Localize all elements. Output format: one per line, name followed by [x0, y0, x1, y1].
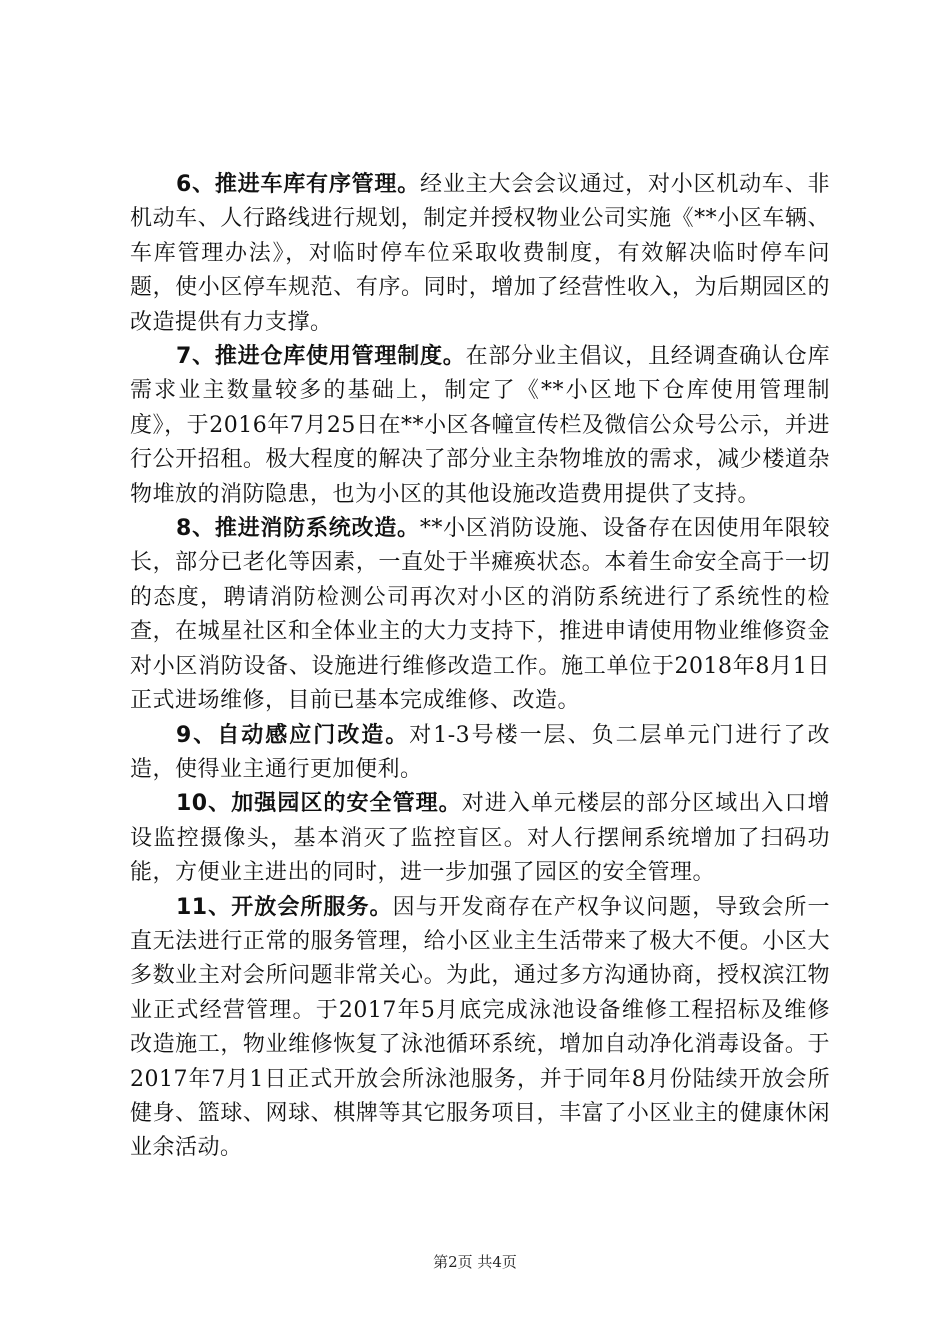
- paragraph-text: 在部分业主倡议，且经调查确认仓库需求业主数量较多的基础上，制定了《**小区地下仓库使用管理制度》，于2016年7月25日在**小区各幢宣传栏及微信公众号公示，并进行公开招租。极大程度的解决了部分业主杂物堆放的需求，减少楼道杂物堆放的消防隐患，也为小区的其他设施改造费用提供了支持。: [130, 344, 830, 507]
- paragraph-text: 对进入单元楼层的部分区域出入口增设监控摄像头，基本消灭了监控盲区。对人行摆闸系统增加了扫码功能，方便业主进出的同时，进一步加强了园区的安全管理。: [130, 791, 830, 886]
- page-number: 第2页 共4页: [433, 1253, 517, 1271]
- paragraph-heading: 11、开放会所服务。: [176, 894, 393, 920]
- paragraph-text: **小区消防设施、设备存在因使用年限较长，部分已老化等因素，一直处于半瘫痪状态。本着生命安全高于一切的态度，聘请消防检测公司再次对小区的消防系统进行了系统性的检查，在城星社区和全体业主的大力支持下，推进申请使用物业维修资金对小区消防设备、设施进行维修改造工作。施工单位于2018年8月1日正式进场维修，目前已基本完成维修、改造。: [130, 516, 830, 714]
- document-body: [130, 168, 830, 1166]
- paragraph-10: [130, 787, 830, 890]
- paragraph-text: 因与开发商存在产权争议问题，导致会所一直无法进行正常的服务管理，给小区业主生活带来了极大不便。小区大多数业主对会所问题非常关心。为此，通过多方沟通协商，授权滨江物业正式经营管理。于2017年5月底完成泳池设备维修工程招标及维修改造施工，物业维修恢复了泳池循环系统，增加自动净化消毒设备。于2017年7月1日正式开放会所泳池服务，并于同年8月份陆续开放会所健身、篮球、网球、棋牌等其它服务项目，丰富了小区业主的健康休闲业余活动。: [130, 894, 830, 1161]
- paragraph-6: [130, 168, 830, 340]
- paragraph-11: [130, 891, 830, 1166]
- paragraph-heading: 8、推进消防系统改造。: [176, 516, 420, 542]
- paragraph-text: 经业主大会会议通过，对小区机动车、非机动车、人行路线进行规划，制定并授权物业公司实施《**小区车辆、车库管理办法》，对临时停车位采取收费制度，有效解决临时停车问题，使小区停车规范、有序。同时，增加了经营性收入，为后期园区的改造提供有力支撑。: [130, 172, 830, 335]
- paragraph-7: [130, 340, 830, 512]
- paragraph-heading: 9、自动感应门改造。: [176, 722, 410, 748]
- paragraph-heading: 6、推进车库有序管理。: [176, 172, 421, 197]
- paragraph-9: [130, 719, 830, 788]
- paragraph-text: 对1-3号楼一层、负二层单元门进行了改造，使得业主通行更加便利。: [130, 722, 830, 782]
- paragraph-8: [130, 512, 830, 718]
- paragraph-heading: 10、加强园区的安全管理。: [176, 791, 462, 817]
- page-footer: [0, 1251, 950, 1272]
- paragraph-heading: 7、推进仓库使用管理制度。: [176, 344, 466, 370]
